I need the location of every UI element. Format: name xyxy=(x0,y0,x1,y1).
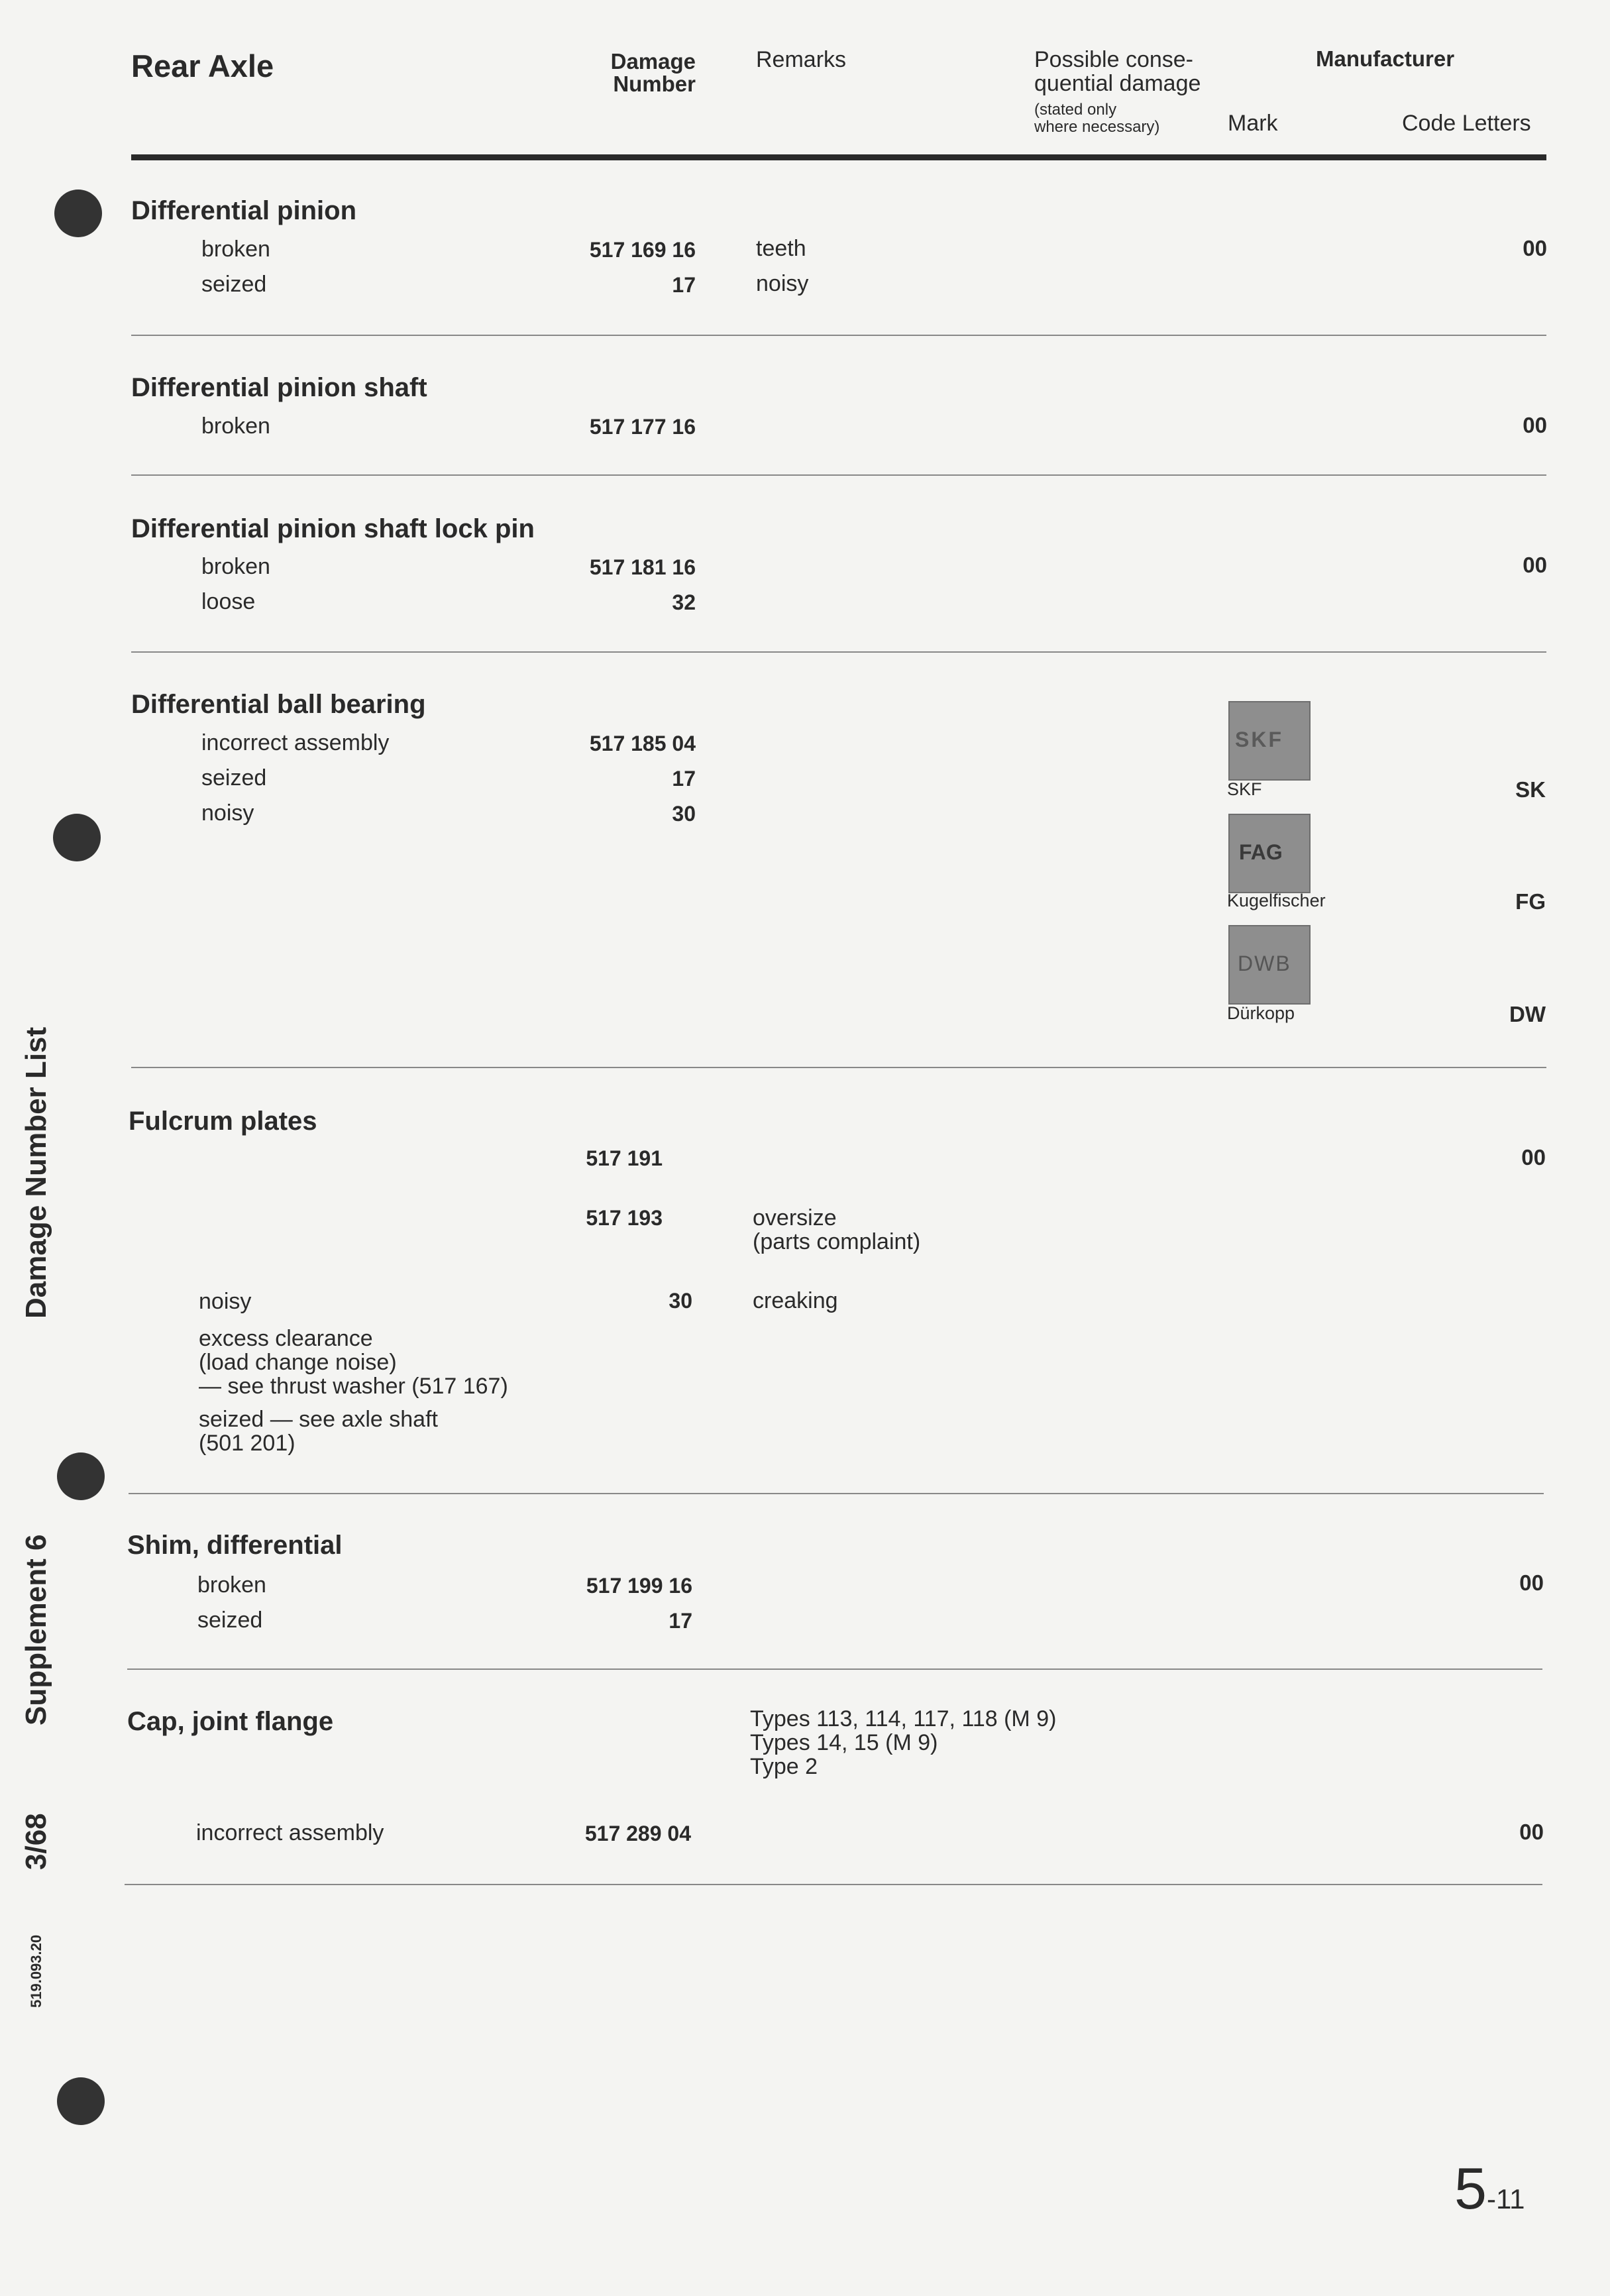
item-seized: seized xyxy=(201,765,267,791)
punch-hole-1 xyxy=(54,190,102,237)
damage-number: 517 177 16 xyxy=(589,415,696,439)
damage-number: 17 xyxy=(669,1609,692,1633)
punch-hole-3 xyxy=(57,1452,105,1500)
punch-hole-4 xyxy=(57,2077,105,2125)
code-letters-header: Code Letters xyxy=(1402,111,1531,136)
damage-number: 30 xyxy=(672,802,696,826)
section-title-differential-pinion: Differential pinion xyxy=(131,196,356,225)
damage-number-header: Damage Number xyxy=(610,49,696,96)
code-letters: 00 xyxy=(1519,1570,1544,1595)
remark: teeth xyxy=(756,236,806,261)
damage-number: 517 169 16 xyxy=(589,238,696,262)
divider xyxy=(125,1884,1542,1885)
item-seized: seized xyxy=(201,272,267,297)
punch-hole-2 xyxy=(53,814,101,861)
fag-logo: FAG xyxy=(1228,814,1311,893)
section-title-cap: Cap, joint flange xyxy=(127,1707,334,1736)
divider xyxy=(127,1668,1542,1670)
item-excess-clearance: excess clearance (load change noise) — see thrust washer (517 167) xyxy=(199,1326,508,1399)
divider xyxy=(131,651,1546,653)
mark-label: Kugelfischer xyxy=(1227,891,1326,910)
page-title: Rear Axle xyxy=(131,48,274,83)
remark: creaking xyxy=(753,1288,838,1313)
code-letters: 00 xyxy=(1519,1820,1544,1844)
section-title-ball-bearing: Differential ball bearing xyxy=(131,690,426,719)
item-broken: broken xyxy=(201,237,270,262)
remark: noisy xyxy=(756,271,809,296)
damage-number: 17 xyxy=(672,767,696,791)
item-noisy: noisy xyxy=(201,800,254,826)
skf-logo: SKF xyxy=(1228,701,1311,781)
damage-number: 32 xyxy=(672,590,696,614)
code-letters: 00 xyxy=(1523,236,1547,260)
code-letters: 00 xyxy=(1521,1145,1546,1170)
types-remark: Types 113, 114, 117, 118 (M 9) Types 14, 15 (M 9) Type 2 xyxy=(750,1706,1057,1779)
mark-label: SKF xyxy=(1227,779,1262,799)
possible-damage-header: Possible conse- quential damage xyxy=(1034,47,1201,96)
code-letters: 00 xyxy=(1523,413,1547,437)
code-letters: SK xyxy=(1515,777,1546,802)
damage-number: 517 199 16 xyxy=(586,1574,692,1598)
damage-number: 517 181 16 xyxy=(589,555,696,579)
item-noisy: noisy xyxy=(199,1289,252,1314)
side-reference: 519.093.20 xyxy=(28,1934,44,2008)
section-title-fulcrum-plates: Fulcrum plates xyxy=(129,1107,317,1136)
divider xyxy=(131,335,1546,336)
code-letters: 00 xyxy=(1523,553,1547,577)
section-title-differential-pinion-shaft: Differential pinion shaft xyxy=(131,373,427,402)
damage-number: 517 289 04 xyxy=(584,1822,691,1845)
mark-header: Mark xyxy=(1228,111,1278,136)
stated-note: (stated only where necessary) xyxy=(1034,101,1160,136)
item-incorrect-assembly: incorrect assembly xyxy=(201,730,390,755)
section-title-shim: Shim, differential xyxy=(127,1531,343,1560)
divider xyxy=(131,1067,1546,1068)
item-loose: loose xyxy=(201,589,256,614)
remark: oversize (parts complaint) xyxy=(753,1205,921,1254)
header-rule xyxy=(131,154,1546,160)
code-letters: DW xyxy=(1509,1002,1546,1026)
damage-number: 517 185 04 xyxy=(589,732,696,755)
page-number: 5-11 xyxy=(1454,2156,1525,2221)
manufacturer-header: Manufacturer xyxy=(1316,46,1455,71)
damage-number: 517 193 xyxy=(586,1206,663,1230)
damage-number: 17 xyxy=(672,273,696,297)
dwb-logo: DWB xyxy=(1228,925,1311,1005)
item-broken: broken xyxy=(197,1572,266,1598)
code-letters: FG xyxy=(1515,889,1546,914)
item-incorrect-assembly: incorrect assembly xyxy=(196,1820,384,1845)
section-title-lock-pin: Differential pinion shaft lock pin xyxy=(131,514,535,543)
item-seized: seized xyxy=(197,1608,263,1633)
damage-number: 517 191 xyxy=(586,1146,663,1170)
divider xyxy=(131,474,1546,476)
remarks-header: Remarks xyxy=(756,47,847,72)
item-broken: broken xyxy=(201,413,270,439)
item-broken: broken xyxy=(201,554,270,579)
mark-label: Dürkopp xyxy=(1227,1003,1295,1023)
side-supplement: Supplement 6 xyxy=(20,1534,52,1725)
damage-number: 30 xyxy=(669,1289,692,1313)
item-seized: seized — see axle shaft (501 201) xyxy=(199,1407,438,1456)
side-list-title: Damage Number List xyxy=(20,1026,52,1319)
side-date: 3/68 xyxy=(20,1813,52,1870)
divider xyxy=(129,1493,1544,1494)
